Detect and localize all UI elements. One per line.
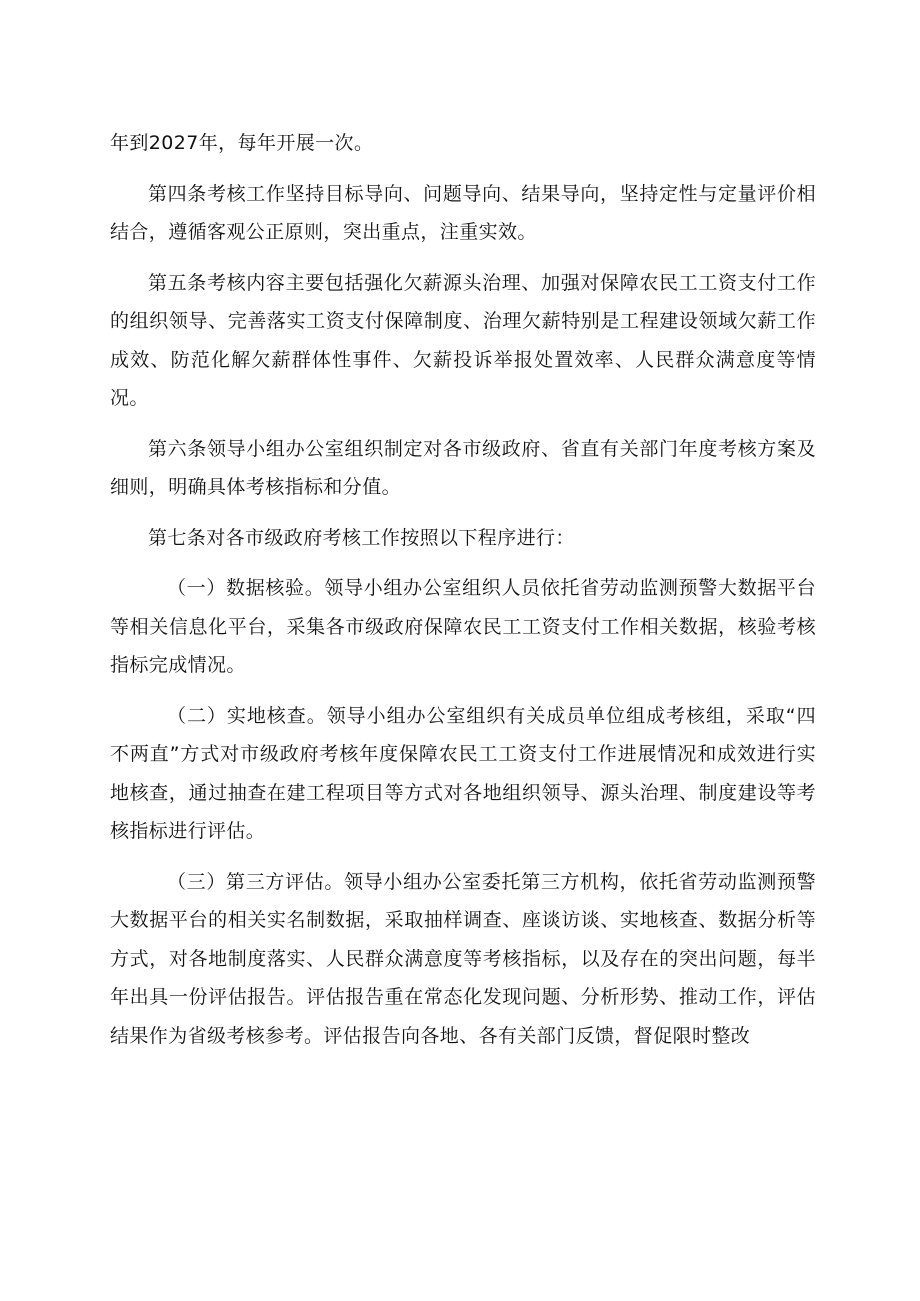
- document-page: [110, 124, 816, 1067]
- paragraph-article-4: 第四条考核工作坚持目标导向、问题导向、结果导向，坚持定性与定量评价相结合，遵循客观公正原则，突出重点，注重实效。: [110, 182, 816, 243]
- paragraph-item-onsite-inspection: （二）实地核查。领导小组办公室组织有关成员单位组成考核组，采取“四不两直”方式对市级政府考核年度保障农民工工资支付工作进展情况和成效进行实地核查，通过抽查在建工程项目等方式对各地组织领导、源头治理、制度建设等考核指标进行评估。: [110, 704, 816, 842]
- paragraph-article-5: 第五条考核内容主要包括强化欠薪源头治理、加强对保障农民工工资支付工作的组织领导、完善落实工资支付保障制度、治理欠薪特别是工程建设领域欠薪工作成效、防范化解欠薪群体性事件、欠薪投诉举报处置效率、人民群众满意度等情况。: [110, 271, 816, 409]
- paragraph-item-third-party-evaluation: （三）第三方评估。领导小组办公室委托第三方机构，依托省劳动监测预警大数据平台的相关实名制数据，采取抽样调查、座谈访谈、实地核查、数据分析等方式，对各地制度落实、人民群众满意度等考核指标，以及存在的突出问题，每半年出具一份评估报告。评估报告重在常态化发现问题、分析形势、推动工作，评估结果作为省级考核参考。评估报告向各地、各有关部门反馈，督促限时整改: [110, 870, 816, 1047]
- paragraph-article-6: 第六条领导小组办公室组织制定对各市级政府、省直有关部门年度考核方案及细则，明确具体考核指标和分值。: [110, 437, 816, 498]
- paragraph-item-data-verification: （一）数据核验。领导小组办公室组织人员依托省劳动监测预警大数据平台等相关信息化平台，采集各市级政府保障农民工工资支付工作相关数据，核验考核指标完成情况。: [110, 577, 816, 676]
- paragraph-article-7: 第七条对各市级政府考核工作按照以下程序进行：: [148, 526, 575, 549]
- paragraph-continuation: 年到2027年，每年开展一次。: [110, 132, 374, 154]
